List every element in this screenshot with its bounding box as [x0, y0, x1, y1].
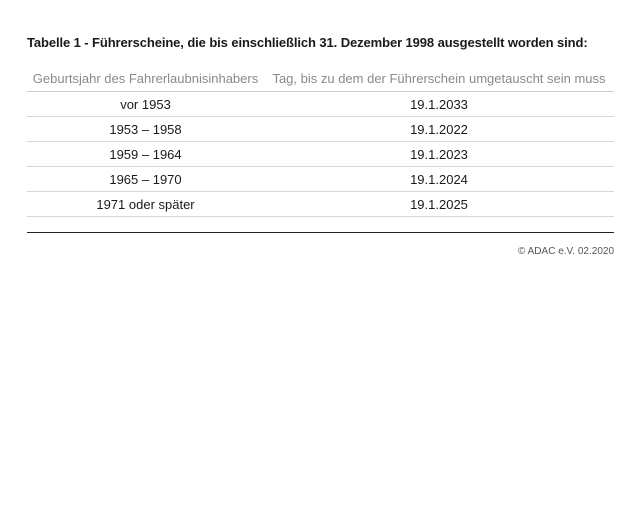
table-row — [27, 142, 614, 167]
birth-year-cell: 1953 – 1958 — [27, 117, 264, 142]
license-exchange-table — [27, 66, 614, 217]
deadline-cell: 19.1.2022 — [264, 117, 614, 142]
table-row — [27, 167, 614, 192]
table-header-row — [27, 66, 614, 92]
deadline-cell: 19.1.2024 — [264, 167, 614, 192]
table-row — [27, 117, 614, 142]
column-header-birth-year: Geburtsjahr des Fahrerlaubnisinhabers — [27, 66, 264, 92]
deadline-cell: 19.1.2033 — [264, 92, 614, 117]
table-bottom-rule — [27, 232, 614, 233]
birth-year-cell: 1971 oder später — [27, 192, 264, 217]
birth-year-cell: 1965 – 1970 — [27, 167, 264, 192]
table-row — [27, 192, 614, 217]
table-row — [27, 92, 614, 117]
column-header-exchange-deadline: Tag, bis zu dem der Führerschein umgetauscht sein muss — [264, 66, 614, 92]
source-credit: © ADAC e.V. 02.2020 — [518, 246, 614, 257]
table-title: Tabelle 1 - Führerscheine, die bis einschließlich 31. Dezember 1998 ausgestellt worden sind: — [27, 35, 588, 50]
birth-year-cell: 1959 – 1964 — [27, 142, 264, 167]
deadline-cell: 19.1.2025 — [264, 192, 614, 217]
birth-year-cell: vor 1953 — [27, 92, 264, 117]
deadline-cell: 19.1.2023 — [264, 142, 614, 167]
